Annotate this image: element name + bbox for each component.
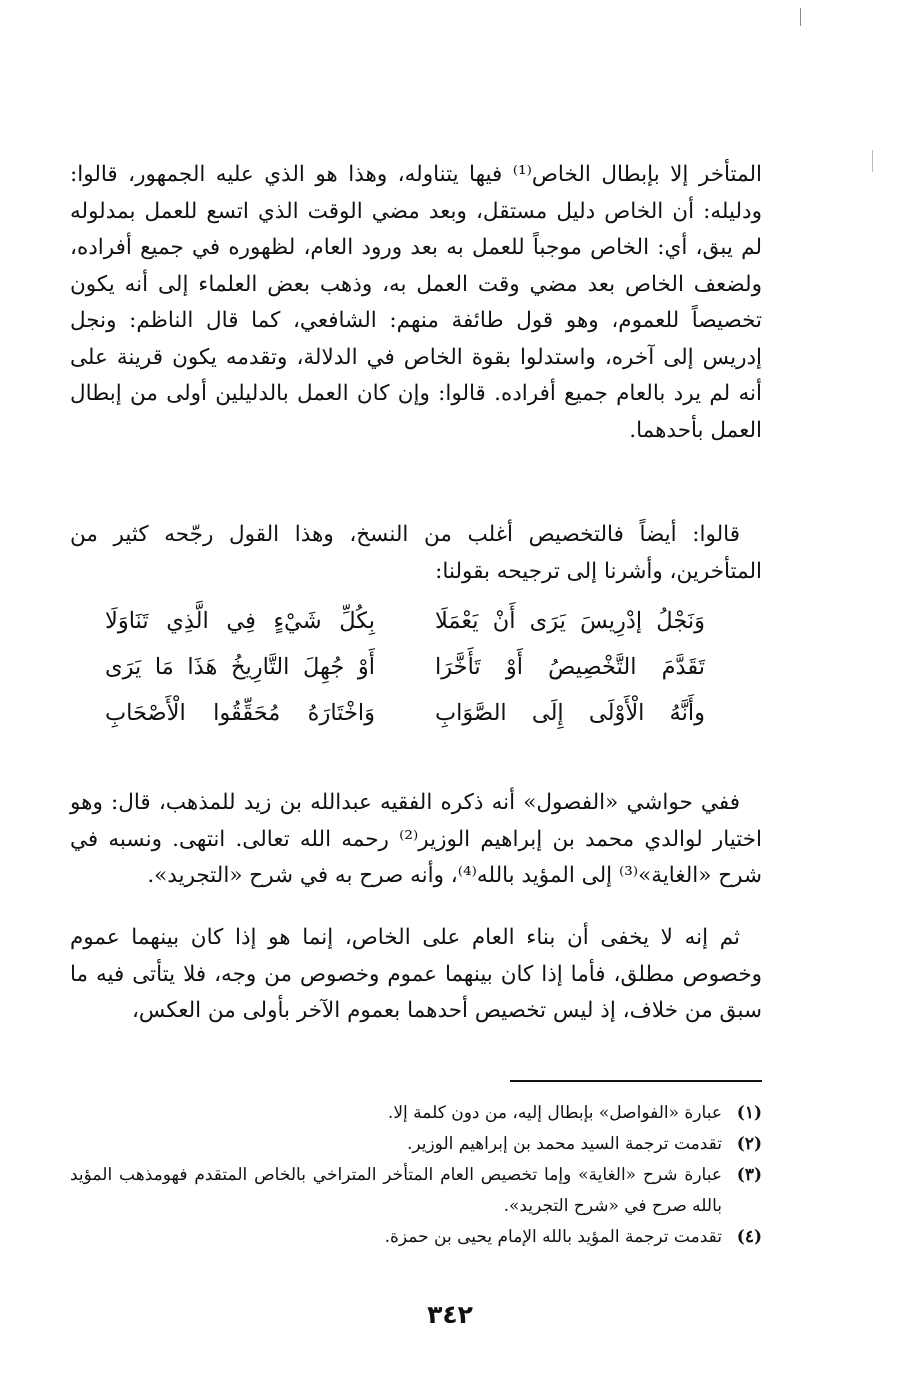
poem-second-hemistich: وَاخْتَارَهُ مُحَقِّقُوا الْأَصْحَابِ: [105, 700, 375, 726]
footnote: [70, 1098, 762, 1129]
poem-second-hemistich: بِكُلِّ شَيْءٍ فِي الَّذِي تَنَاوَلَا: [105, 608, 375, 634]
footnote-text: تقدمت ترجمة السيد محمد بن إبراهيم الوزير.: [406, 1134, 722, 1154]
poem-first-hemistich: تَقَدَّمَ التَّخْصِيصُ أَوْ تَأَخَّرَا: [435, 654, 705, 680]
poem-verse: [105, 644, 705, 690]
footnote-number: (١): [736, 1103, 762, 1123]
footnote-separator: [510, 1080, 762, 1082]
poem-verse: [105, 690, 705, 736]
footnote: [70, 1160, 762, 1222]
paragraph-text: ثم إنه لا يخفى أن بناء العام على الخاص، إنما هو إذا كان بينهما عموم وخصوص مطلق، فأما إذا كان بينهما عموم وخصوص من وجه، فلا يتأتى فيه ما سبق من خلاف، إذ ليس تخصيص أحدهما بعموم الآخر بأولى من العكس،: [70, 925, 762, 1023]
footnote-number: (٣): [736, 1165, 762, 1185]
paragraph-text: المتأخر إلا بإبطال الخاص⁽¹⁾ فيها يتناوله، وهذا هو الذي عليه الجمهور، قالوا: ودليله: أن الخاص دليل مستقل، وبعد مضي الوقت الذي اتسع للعمل بمدلوله لم يبق، أي: الخاص موجباً للعمل به بعد ورود العام، لظهوره في جميع أفراده، ولضعف الخاص بعد مضي وقت العمل به، وذهب بعض العلماء إلى أنه يكون تخصيصاً للعموم، وهو قول طائفة منهم: الشافعي، كما قال الناظم: ونجل إدريس إلى آخره، واستدلوا بقوة الخاص في الدلالة، وتقدمه يكون قرينة على أنه لم يرد بالعام جميع أفراده. قالوا: وإن كان العمل بالدليلين أولى من إبطال العمل بأحدهما.: [70, 162, 763, 443]
poem: [105, 598, 705, 736]
paragraph-3: [70, 785, 762, 895]
footnote-text: عبارة شرح «الغاية» وإما تخصيص العام المتأخر المتراخي بالخاص المتقدم فهومذهب المؤيد بالله صرح في «شرح التجريد».: [70, 1165, 722, 1216]
footnote-text: عبارة «الفواصل» بإبطال إليه، من دون كلمة إلا.: [387, 1103, 722, 1123]
paragraph-text: ففي حواشي «الفصول» أنه ذكره الفقيه عبدالله بن زيد للمذهب، قال: وهو اختيار لوالدي محمد بن إبراهيم الوزير⁽²⁾ رحمه الله تعالى. انتهى. ونسبه في شرح «الغاية»⁽³⁾ إلى المؤيد بالله⁽⁴⁾، وأنه صرح به في شرح «التجريد».: [70, 790, 763, 888]
footnote-text: تقدمت ترجمة المؤيد بالله الإمام يحيى بن حمزة.: [384, 1227, 722, 1247]
poem-second-hemistich: أَوْ جُهِلَ التَّارِيخُ هَذَا مَا يَرَى: [105, 654, 375, 680]
scan-mark: [800, 8, 801, 26]
poem-first-hemistich: وأَنَّهُ الْأَوْلَى إِلَى الصَّوَابِ: [435, 700, 705, 726]
footnote-number: (٤): [736, 1227, 762, 1247]
footnote: [70, 1222, 762, 1253]
footnotes: [70, 1098, 762, 1253]
page-number: ٣٤٢: [427, 1300, 473, 1329]
paragraph-1: [70, 157, 762, 449]
paragraph-text: قالوا: أيضاً فالتخصيص أغلب من النسخ، وهذا القول رجّحه كثير من المتأخرين، وأشرنا إلى ترجيحه بقولنا:: [70, 522, 762, 584]
poem-verse: [105, 598, 705, 644]
footnote: [70, 1129, 762, 1160]
poem-first-hemistich: وَنَجْلُ إدْرِيسَ يَرَى أَنْ يَعْمَلَا: [435, 608, 705, 634]
footnote-number: (٢): [736, 1134, 762, 1154]
scan-mark: [872, 150, 873, 172]
paragraph-2: [70, 517, 762, 590]
paragraph-4: [70, 920, 762, 1030]
